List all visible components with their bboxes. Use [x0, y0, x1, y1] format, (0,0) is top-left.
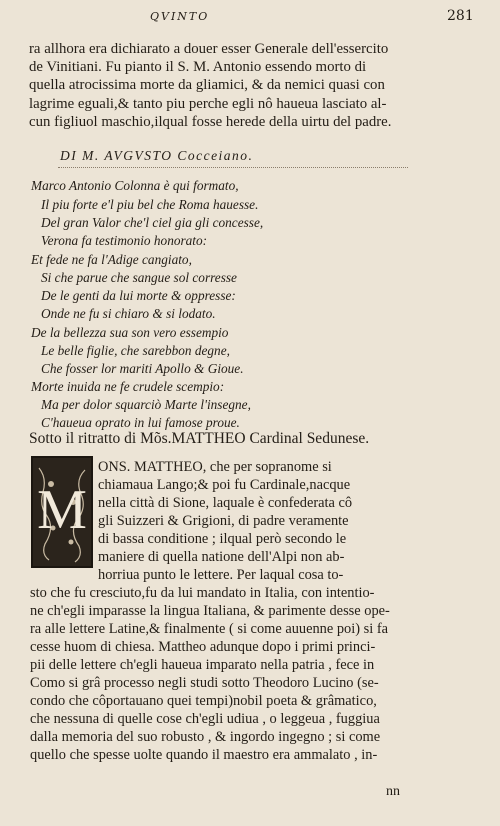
text-line: dalla memoria del suo robusto , & ingordo ingegno ; si come — [30, 729, 381, 745]
section-heading: DI M. AVGVSTO Cocceiano. — [60, 148, 254, 163]
text-line: Como si grâ processo negli studi sotto Theodoro Lucino (se- — [30, 675, 379, 691]
text-line: chiamaua Lango;& poi fu Cardinale,nacque — [98, 477, 351, 493]
decorated-initial-icon — [33, 458, 91, 566]
decorated-initial — [31, 456, 93, 568]
text-line: ne ch'egli imparasse la lingua Italiana, & parimente desse ope- — [30, 603, 390, 619]
poem-line: Si che parue che sangue sol corresse — [41, 270, 237, 285]
poem-line: Che fosser lor mariti Apollo & Gioue. — [41, 361, 244, 376]
text-line: quello che spesse uolte quando il maestro era ammalato , in- — [30, 747, 378, 763]
poem-line: C'haueua oprato in lui famose proue. — [41, 415, 240, 430]
text-line: cesse huom di chiesa. Mattheo adunque dopo i primi princi- — [30, 639, 376, 655]
text-line: horriua punto le lettere. Per laqual cosa to- — [98, 567, 344, 583]
heading-rule — [58, 167, 408, 168]
text-line: che nessuna di quelle cose ch'egli udiua , o leggeua , fuggiua — [30, 711, 380, 727]
subheading: Sotto il ritratto di Mõs.MATTHEO Cardinal Sedunese. — [29, 430, 370, 447]
catchword: nn — [386, 784, 400, 799]
text-line: ra allhora era dichiarato a douer esser Generale dell'essercito — [29, 41, 389, 57]
poem-line: Il piu forte e'l piu bel che Roma hauesse. — [41, 197, 259, 212]
poem-line: Del gran Valor che'l ciel gia gli concesse, — [41, 215, 264, 230]
text-line: lagrime eguali,& tanto piu perche egli nô haueua lasciato al- — [29, 96, 387, 112]
poem-line: Ma per dolor squarciò Marte l'insegne, — [41, 397, 251, 412]
poem-line: Morte inuida ne fe crudele scempio: — [31, 379, 225, 394]
page-number: 281 — [447, 8, 474, 24]
poem-line: Marco Antonio Colonna è qui formato, — [31, 178, 239, 193]
poem-line: Le belle figlie, che sarebbon degne, — [41, 343, 230, 358]
poem-line: Verona fa testimonio honorato: — [41, 233, 208, 248]
text-line: cun figliuol maschio,ilqual fosse herede della uirtu del padre. — [29, 114, 392, 130]
page-header — [0, 8, 500, 30]
text-line: sto che fu cresciuto,fu da lui mandato in Italia, con intentio- — [30, 585, 375, 601]
poem-line: De la bellezza sua son vero essempio — [31, 325, 229, 340]
running-head: QVINTO — [150, 10, 210, 23]
text-line: de Vinitiani. Fu pianto il S. M. Antonio essendo morto di — [29, 59, 367, 75]
text-line: condo che côportauano quei tempi)nobil poeta & grâmatico, — [30, 693, 377, 709]
text-line: ra alle lettere Latine,& finalmente ( si come auuenne poi) si fa — [30, 621, 389, 637]
text-line: pii delle lettere ch'egli haueua imparato nella patria , fece in — [30, 657, 375, 673]
text-line: nella città di Sione, laquale è confederata cô — [98, 495, 353, 511]
initial-letter: M — [37, 479, 87, 541]
poem-line: Onde ne fu si chiaro & si lodato. — [41, 306, 216, 321]
text-line: maniere di quella natione dell'Alpi non ab- — [98, 549, 345, 565]
text-line: ONS. MATTHEO, che per sopranome si — [98, 459, 332, 475]
poem-line: De le genti da lui morte & oppresse: — [41, 288, 236, 303]
text-line: quella atrocissima morte da gliamici, & da nemici quasi con — [29, 77, 385, 93]
poem-line: Et fede ne fa l'Adige cangiato, — [31, 252, 192, 267]
text-line: di bassa conditione ; ilqual però secondo le — [98, 531, 347, 547]
text-line: gli Suizzeri & Grigioni, di padre veramente — [98, 513, 349, 529]
